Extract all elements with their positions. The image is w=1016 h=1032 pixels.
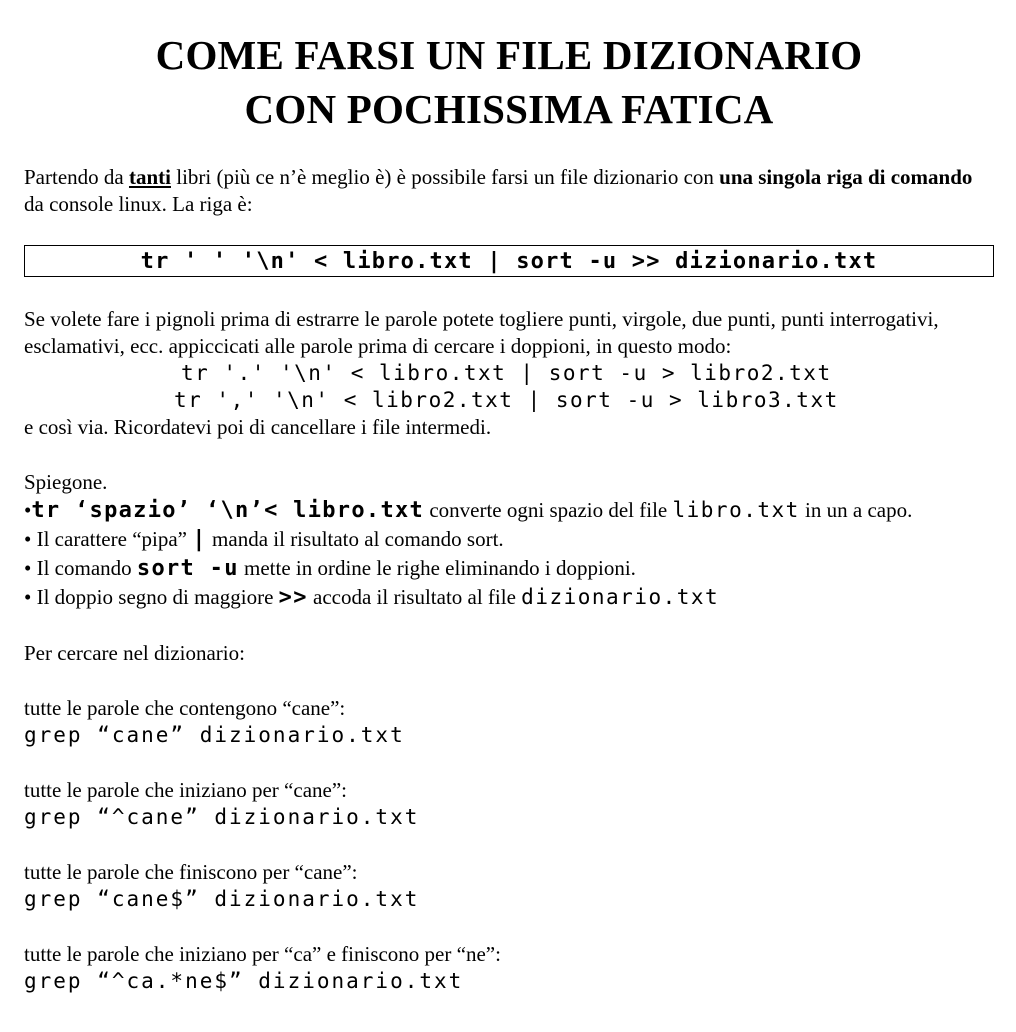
title-line-1: COME FARSI UN FILE DIZIONARIO — [155, 32, 863, 78]
bullet-2-text: Il carattere “pipa” — [36, 527, 193, 551]
intro-text-3: libri (più ce n’è meglio è) è possibile farsi un file dizionario con — [170, 165, 720, 189]
explanation-bullet-1 — [24, 496, 994, 525]
bullet-2-code: | — [192, 527, 207, 552]
bullet-1-code: tr ‘spazio’ ‘\n’< libro.txt — [31, 498, 425, 523]
bullet-3-text-end: mette in ordine le righe eliminando i doppioni. — [238, 556, 636, 580]
bullet-1-filename: libro.txt — [672, 498, 800, 522]
search-label-3: tutte le parole che finiscono per “cane”: — [24, 860, 358, 884]
main-command: tr ' ' '\n' < libro.txt | sort -u >> dizionario.txt — [140, 248, 878, 274]
explanation-bullet-2 — [24, 525, 994, 554]
pignoli-outro: e così via. Ricordatevi poi di cancellare i file intermedi. — [24, 415, 492, 439]
intro-emphasis-tanti: tanti — [128, 165, 171, 189]
bullet-dot: • — [24, 585, 32, 609]
explanation-bullet-3 — [24, 554, 994, 583]
bullet-dot: • — [24, 527, 32, 551]
bullet-4-text-mid: accoda il risultato al file — [307, 585, 522, 609]
bullet-4-filename: dizionario.txt — [521, 585, 720, 609]
bullet-4-text: Il doppio segno di maggiore — [36, 585, 279, 609]
search-command-4: grep “^ca.*ne$” dizionario.txt — [24, 969, 464, 993]
intro-paragraph — [24, 164, 994, 218]
bullet-1-text-end: in un a capo. — [799, 498, 913, 522]
pignoli-paragraph: Se volete fare i pignoli prima di estrarre le parole potete togliere punti, virgole, due punti, punti interrogativi, esclamativi, ecc. appiccicati alle parole prima di cercare i doppioni, in questo modo: — [24, 307, 939, 358]
search-label-2: tutte le parole che iniziano per “cane”: — [24, 778, 347, 802]
intro-text-5: da console linux. La riga è: — [24, 192, 253, 216]
intro-emphasis-command: una singola riga di comando — [719, 165, 973, 189]
search-command-3: grep “cane$” dizionario.txt — [24, 887, 420, 911]
document-page — [24, 28, 994, 995]
bullet-1-text: converte ogni spazio del file — [424, 498, 673, 522]
bullet-3-text: Il comando — [36, 556, 137, 580]
bullet-4-code: >> — [278, 585, 308, 610]
search-command-2: grep “^cane” dizionario.txt — [24, 805, 420, 829]
intro-text-1: Partendo da — [24, 165, 129, 189]
main-command-box — [24, 245, 994, 277]
spiegone-heading: Spiegone. — [24, 470, 108, 494]
explanation-bullet-4 — [24, 583, 994, 612]
search-command-1: grep “cane” dizionario.txt — [24, 723, 405, 747]
bullet-2-text-end: manda il risultato al comando sort. — [206, 527, 504, 551]
pignoli-command-1: tr '.' '\n' < libro.txt | sort -u > libro2.txt — [181, 361, 832, 385]
bullet-dot: • — [24, 556, 32, 580]
search-label-1: tutte le parole che contengono “cane”: — [24, 696, 346, 720]
bullet-dot: • — [24, 498, 32, 522]
search-label-4: tutte le parole che iniziano per “ca” e finiscono per “ne”: — [24, 942, 501, 966]
bullet-3-code: sort -u — [136, 556, 239, 581]
page-title — [24, 28, 994, 136]
title-line-2: CON POCHISSIMA FATICA — [244, 86, 774, 132]
pignoli-command-2: tr ',' '\n' < libro2.txt | sort -u > libro3.txt — [174, 388, 839, 412]
search-heading: Per cercare nel dizionario: — [24, 641, 245, 665]
